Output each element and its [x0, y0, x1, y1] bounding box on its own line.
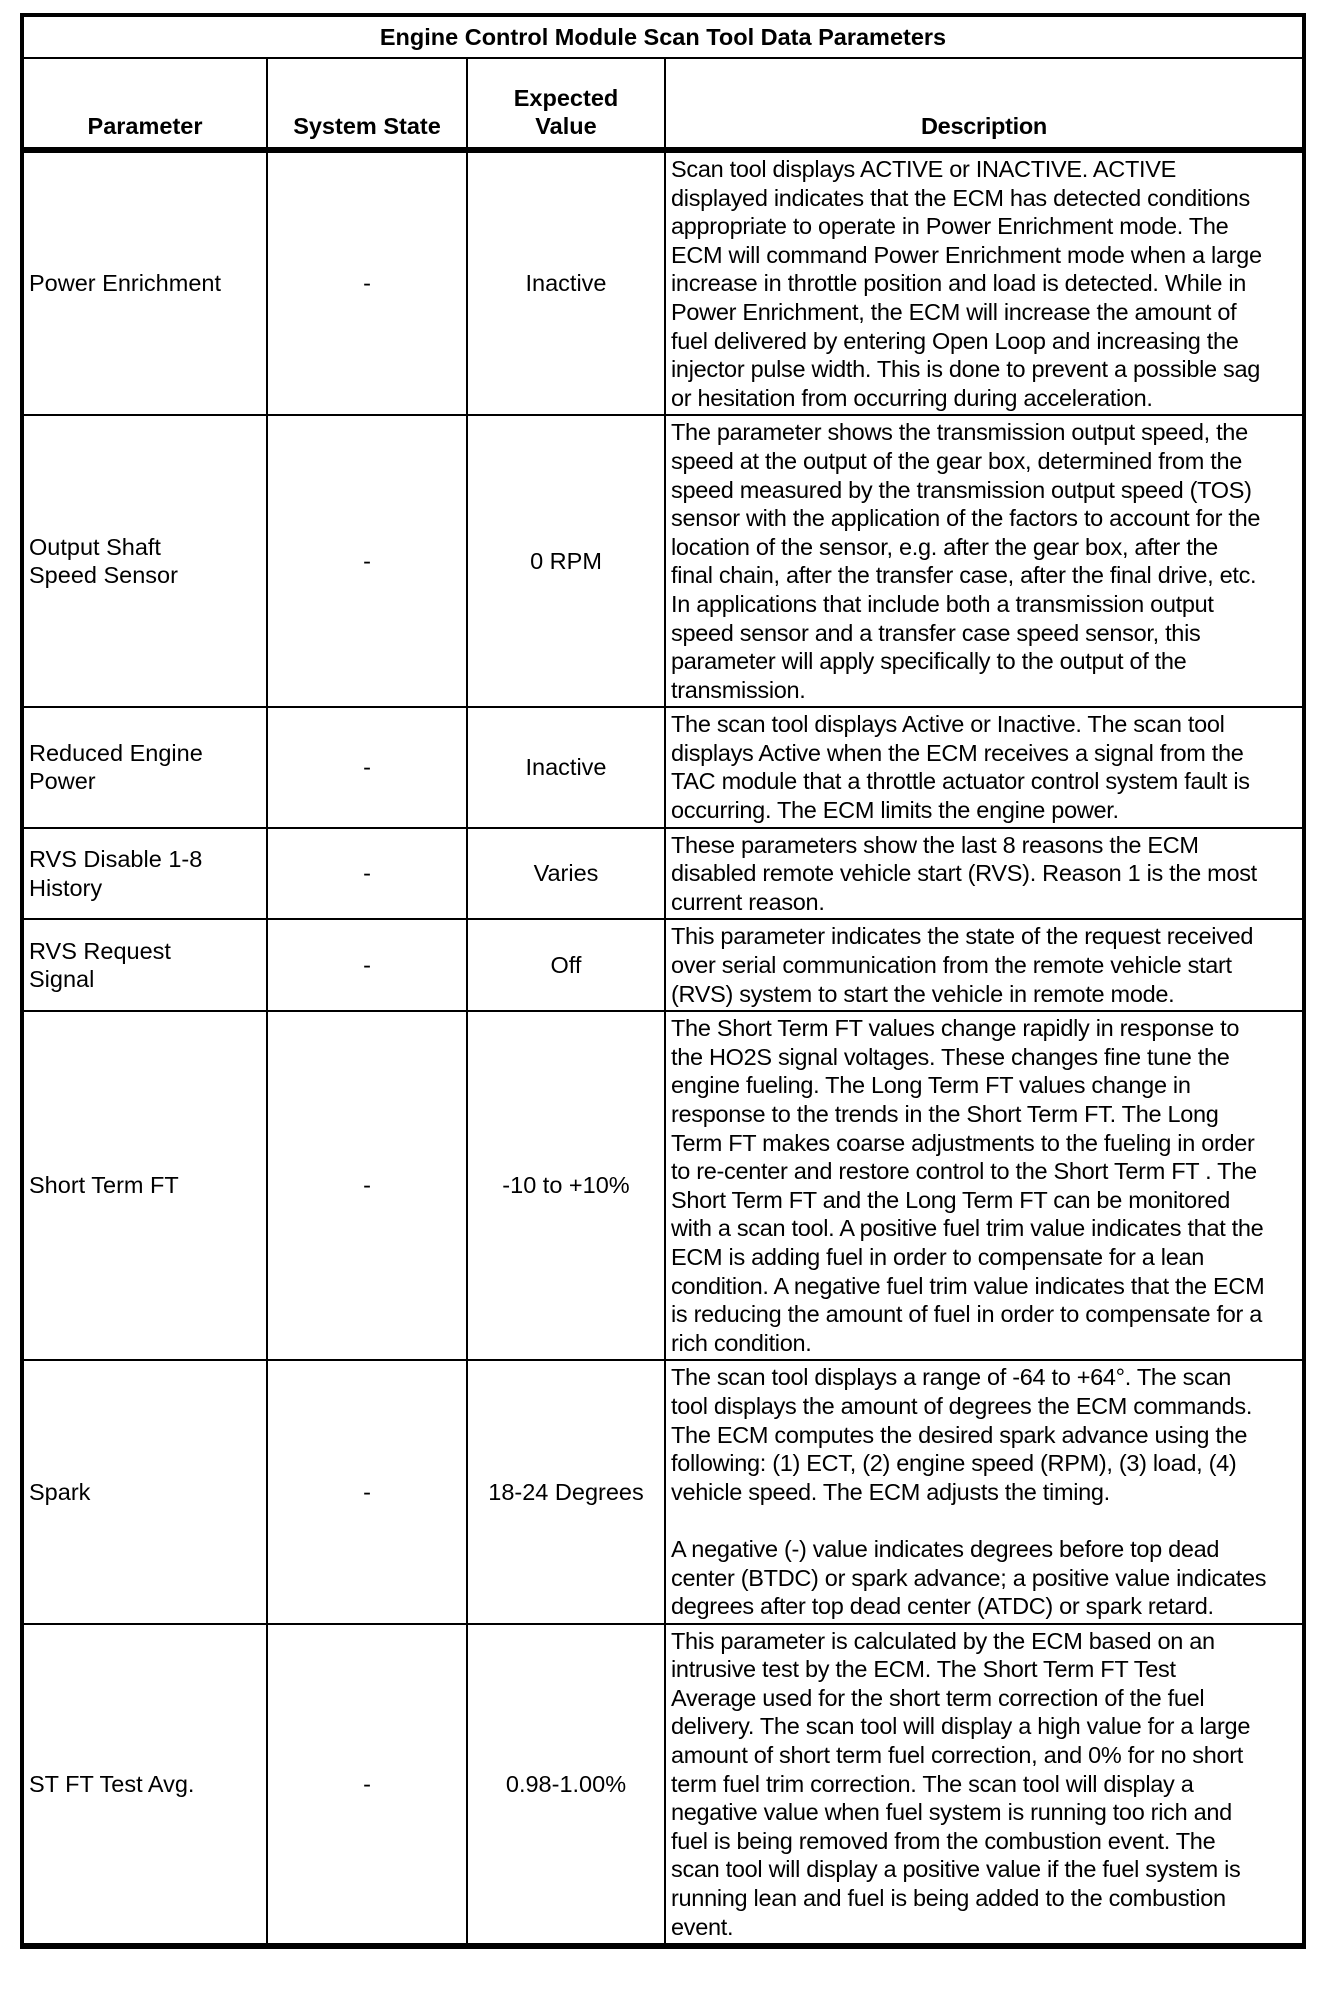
expected-value-cell: 0 RPM [467, 415, 665, 707]
description-line: displays Active when the ECM receives a signal from the [671, 739, 1244, 766]
description-line: Average used for the short term correction of the fuel [671, 1684, 1205, 1711]
parameter-line: Power [29, 768, 96, 795]
description-line: (RVS) system to start the vehicle in remote mode. [671, 980, 1175, 1007]
description-line: to re-center and restore control to the Short Term FT . The [671, 1158, 1257, 1185]
description-line: event. [671, 1913, 734, 1940]
description-line: parameter will apply specifically to the output of the [671, 648, 1187, 675]
description-line: The ECM computes the desired spark advance using the [671, 1421, 1248, 1448]
parameter-line: Short Term FT [29, 1172, 179, 1199]
description-line: rich condition. [671, 1329, 812, 1356]
header-description: Description [665, 58, 1304, 150]
description-cell [665, 415, 1304, 707]
parameter-cell [22, 707, 267, 827]
header-expected-line: Expected [513, 84, 619, 111]
parameter-line: ST FT Test Avg. [29, 1770, 195, 1797]
description-line: Term FT makes coarse adjustments to the fueling in order [671, 1129, 1255, 1156]
description-line: following: (1) ECT, (2) engine speed (RPM), (3) load, (4) [671, 1450, 1237, 1477]
description-line: negative value when fuel system is running too rich and [671, 1799, 1232, 1826]
description-cell [665, 1360, 1304, 1623]
description-line: This parameter is calculated by the ECM based on an [671, 1627, 1215, 1654]
parameter-line: RVS Disable 1-8 [29, 845, 203, 872]
description-line: transmission. [671, 676, 806, 703]
expected-value-cell: Inactive [467, 150, 665, 415]
description-line: vehicle speed. The ECM adjusts the timing. [671, 1478, 1110, 1505]
table-title: Engine Control Module Scan Tool Data Parameters [22, 15, 1304, 58]
description-line: increase in throttle position and load is detected. While in [671, 270, 1247, 297]
description-line: condition. A negative fuel trim value indicates that the ECM [671, 1272, 1265, 1299]
expected-value-cell: Off [467, 919, 665, 1011]
description-line: These parameters show the last 8 reasons the ECM [671, 831, 1199, 858]
parameter-cell [22, 1360, 267, 1623]
parameter-line: Speed Sensor [29, 562, 178, 589]
description-line: tool displays the amount of degrees the ECM commands. [671, 1392, 1253, 1419]
parameter-line: History [29, 874, 103, 901]
description-line: response to the trends in the Short Term FT. The Long [671, 1101, 1219, 1127]
description-line: ECM is adding fuel in order to compensate for a lean [671, 1243, 1205, 1270]
description-line: injector pulse width. This is done to prevent a possible sag [671, 356, 1260, 383]
parameter-line: Reduced Engine [29, 739, 203, 766]
description-line: disabled remote vehicle start (RVS). Reason 1 is the most [671, 860, 1257, 887]
description-line: center (BTDC) or spark advance; a positive value indicates [671, 1564, 1267, 1591]
expected-value-cell: 18-24 Degrees [467, 1360, 665, 1623]
table-row [22, 1360, 1304, 1623]
description-line: current reason. [671, 888, 825, 915]
table-row [22, 919, 1304, 1011]
description-line: running lean and fuel is being added to the combustion [671, 1885, 1226, 1912]
table-row [22, 707, 1304, 827]
description-line: sensor with the application of the factors to account for the [671, 505, 1261, 532]
table-row [22, 1624, 1304, 1947]
table-row [22, 1011, 1304, 1360]
description-line: is reducing the amount of fuel in order to compensate for a [671, 1301, 1263, 1328]
parameter-cell [22, 415, 267, 707]
header-value-line: Value [535, 113, 597, 140]
parameter-line: Signal [29, 966, 95, 993]
scan-tool-data-table [20, 13, 1306, 1949]
system-state-cell: - [267, 1360, 467, 1623]
description-line: final chain, after the transfer case, after the final drive, etc. [671, 562, 1257, 589]
description-line: engine fueling. The Long Term FT values change in [671, 1072, 1191, 1099]
description-line: location of the sensor, e.g. after the gear box, after the [671, 533, 1218, 560]
description-line: the HO2S signal voltages. These changes fine tune the [671, 1043, 1230, 1070]
parameter-cell [22, 1624, 267, 1947]
description-line: In applications that include both a transmission output [671, 590, 1214, 617]
system-state-cell: - [267, 707, 467, 827]
parameter-cell [22, 150, 267, 415]
description-line: speed sensor and a transfer case speed sensor, this [671, 619, 1201, 646]
system-state-cell: - [267, 150, 467, 415]
expected-value-cell: -10 to +10% [467, 1011, 665, 1360]
parameter-line: Power Enrichment [29, 270, 221, 297]
description-line: over serial communication from the remote vehicle start [671, 952, 1232, 979]
description-line: displayed indicates that the ECM has detected conditions [671, 184, 1250, 211]
parameter-cell [22, 1011, 267, 1360]
description-line: TAC module that a throttle actuator control system fault is [671, 768, 1250, 795]
header-expected-value [467, 58, 665, 150]
description-line: The scan tool displays Active or Inactive. The scan tool [671, 711, 1225, 738]
description-line: appropriate to operate in Power Enrichment mode. The [671, 213, 1229, 240]
description-line: degrees after top dead center (ATDC) or spark retard. [671, 1593, 1214, 1620]
description-cell [665, 919, 1304, 1011]
description-line: fuel is being removed from the combustion event. The [671, 1827, 1216, 1854]
description-line: Scan tool displays ACTIVE or INACTIVE. ACTIVE [671, 156, 1176, 182]
description-cell [665, 1011, 1304, 1360]
system-state-cell: - [267, 919, 467, 1011]
system-state-cell: - [267, 1624, 467, 1947]
description-line: The parameter shows the transmission output speed, the [671, 419, 1248, 446]
description-cell [665, 150, 1304, 415]
system-state-cell: - [267, 828, 467, 920]
parameter-line: RVS Request [29, 937, 171, 964]
description-line: term fuel trim correction. The scan tool will display a [671, 1770, 1194, 1797]
description-line: This parameter indicates the state of the request received [671, 923, 1254, 950]
table-row [22, 828, 1304, 920]
parameter-cell [22, 919, 267, 1011]
description-line: ECM will command Power Enrichment mode when a large [671, 241, 1262, 268]
description-cell [665, 1624, 1304, 1947]
expected-value-cell: 0.98-1.00% [467, 1624, 665, 1947]
description-line: delivery. The scan tool will display a high value for a large [671, 1713, 1251, 1740]
table-row [22, 415, 1304, 707]
description-line: The Short Term FT values change rapidly in response to [671, 1015, 1240, 1042]
description-line [671, 1506, 1297, 1535]
parameter-line: Output Shaft [29, 533, 161, 560]
description-line: speed measured by the transmission output speed (TOS) [671, 476, 1252, 503]
description-line: intrusive test by the ECM. The Short Term FT Test [671, 1656, 1176, 1683]
description-cell [665, 828, 1304, 920]
description-line: amount of short term fuel correction, and 0% for no short [671, 1742, 1243, 1769]
parameter-line: Spark [29, 1478, 91, 1505]
parameter-cell [22, 828, 267, 920]
description-line: scan tool will display a positive value if the fuel system is [671, 1856, 1241, 1883]
description-line: speed at the output of the gear box, determined from the [671, 447, 1243, 474]
description-line: Short Term FT and the Long Term FT can be monitored [671, 1186, 1231, 1213]
description-line: with a scan tool. A positive fuel trim value indicates that the [671, 1215, 1264, 1242]
description-line: The scan tool displays a range of -64 to +64°. The scan [671, 1364, 1232, 1391]
description-line: occurring. The ECM limits the engine power. [671, 797, 1119, 824]
expected-value-cell: Varies [467, 828, 665, 920]
description-line: Power Enrichment, the ECM will increase the amount of [671, 298, 1237, 325]
description-line: A negative (-) value indicates degrees before top dead [671, 1535, 1220, 1562]
system-state-cell: - [267, 1011, 467, 1360]
header-row [22, 58, 1304, 150]
description-cell [665, 707, 1304, 827]
description-line: or hesitation from occurring during acceleration. [671, 384, 1153, 411]
description-line: fuel delivered by entering Open Loop and increasing the [671, 327, 1239, 354]
system-state-cell: - [267, 415, 467, 707]
expected-value-cell: Inactive [467, 707, 665, 827]
table-row [22, 150, 1304, 415]
header-system-state: System State [267, 58, 467, 150]
header-parameter: Parameter [22, 58, 267, 150]
